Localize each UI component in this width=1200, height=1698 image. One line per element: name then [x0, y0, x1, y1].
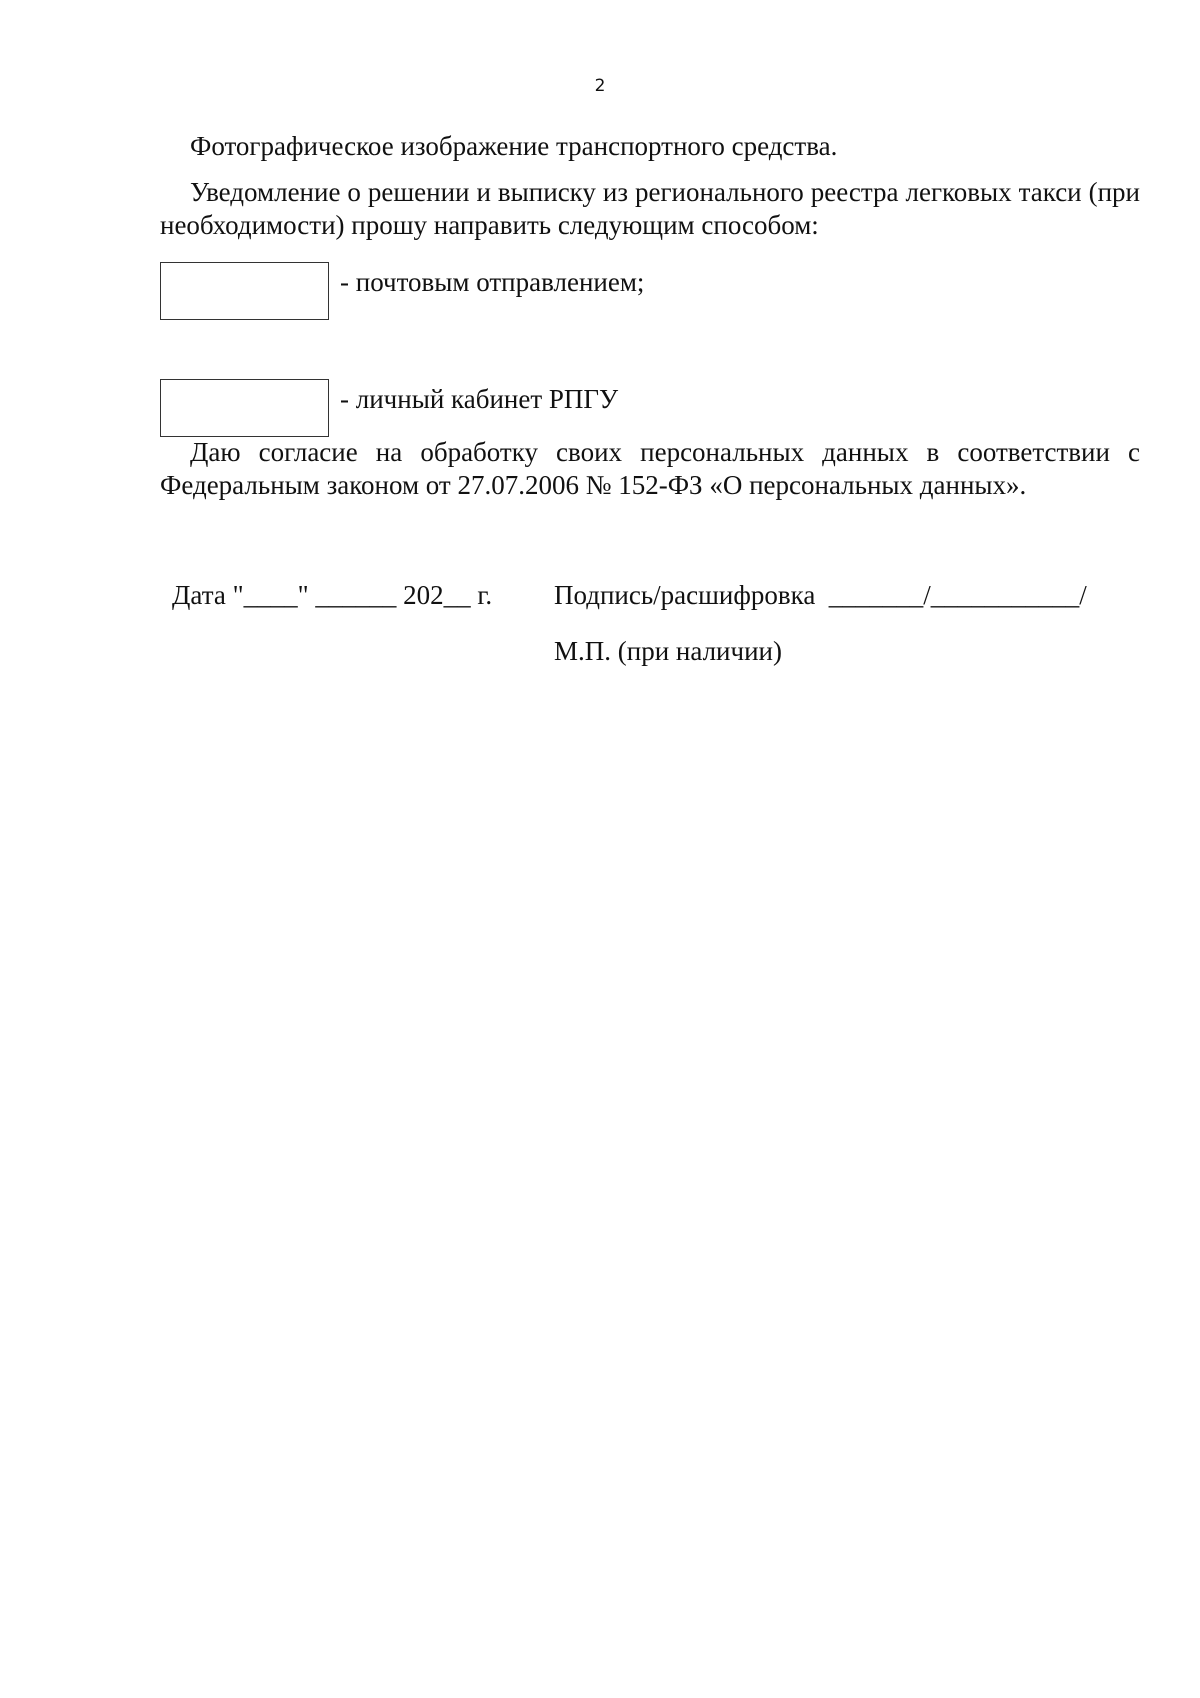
option-label-post: - почтовым отправлением;: [340, 267, 645, 297]
signature-field[interactable]: Подпись/расшифровка _______/___________/: [554, 580, 1087, 610]
page-number: 2: [594, 76, 606, 96]
paragraph-photo: [160, 130, 1140, 163]
checkbox-rpgu[interactable]: [160, 379, 329, 437]
paragraph-consent-text: Даю согласие на обработку своих персональных данных в соответствии с Федеральным законом от 27.07.2006 № 152-ФЗ «О персональных данных».: [160, 437, 1140, 500]
checkbox-post[interactable]: [160, 262, 329, 320]
paragraph-photo-text: Фотографическое изображение транспортного средства.: [190, 131, 838, 161]
paragraph-consent: [160, 436, 1140, 502]
date-field[interactable]: Дата "____" ______ 202__ г.: [172, 580, 493, 610]
paragraph-notification: [160, 176, 1140, 242]
paragraph-notification-text: Уведомление о решении и выписку из регионального реестра легковых такси (при необходимости) прошу направить следующим способом:: [160, 177, 1140, 240]
stamp-label: М.П. (при наличии): [554, 636, 782, 666]
option-label-rpgu: - личный кабинет РПГУ: [340, 384, 619, 414]
